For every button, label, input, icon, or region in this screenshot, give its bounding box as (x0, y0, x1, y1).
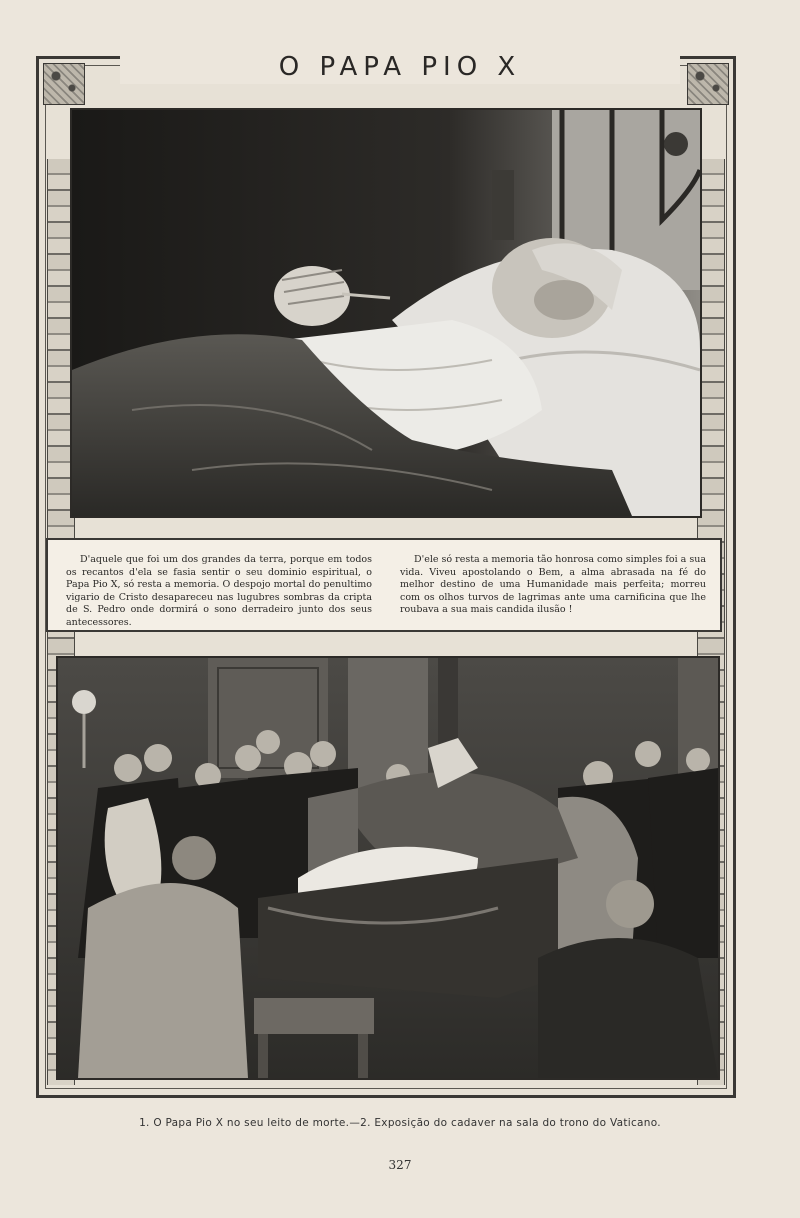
page-title: O PAPA PIO X (120, 50, 680, 84)
deathbed-illustration (72, 110, 700, 516)
photo-deathbed (70, 108, 702, 518)
article-text-right: D'ele só resta a memoria tão honrosa como simples foi a sua vida. Viveu apostolando o Bem, a alma abrasada na fé do melhor destino de uma Humanidade mais perfeita; morreu com os olhos turvos de lagrimas ante uma carnificina que lhe roubava a sua mais candida ilusão ! (400, 554, 706, 616)
ornament-corner-right-icon (687, 63, 729, 105)
ornament-corner-left-icon (43, 63, 85, 105)
page-number: 327 (388, 1158, 412, 1172)
exposition-illustration (58, 658, 718, 1078)
article-text-left: D'aquele que foi um dos grandes da terra, porque em todos os recantos d'ela se fasia sentir o seu dominio espiritual, o Papa Pio X, só resta a memoria. O despojo mortal do penultimo vigario de Cristo desapareceu nas lugubres sombras da cripta de S. Pedro onde dormirá o sono derradeiro junto dos seus antecessores. (66, 554, 372, 628)
photo-exposition (56, 656, 720, 1080)
photo-caption: 1. O Papa Pio X no seu leito de morte.—2. Exposição do cadaver na sala do trono do Vaticano. (139, 1117, 661, 1129)
article-text-panel (46, 538, 722, 632)
